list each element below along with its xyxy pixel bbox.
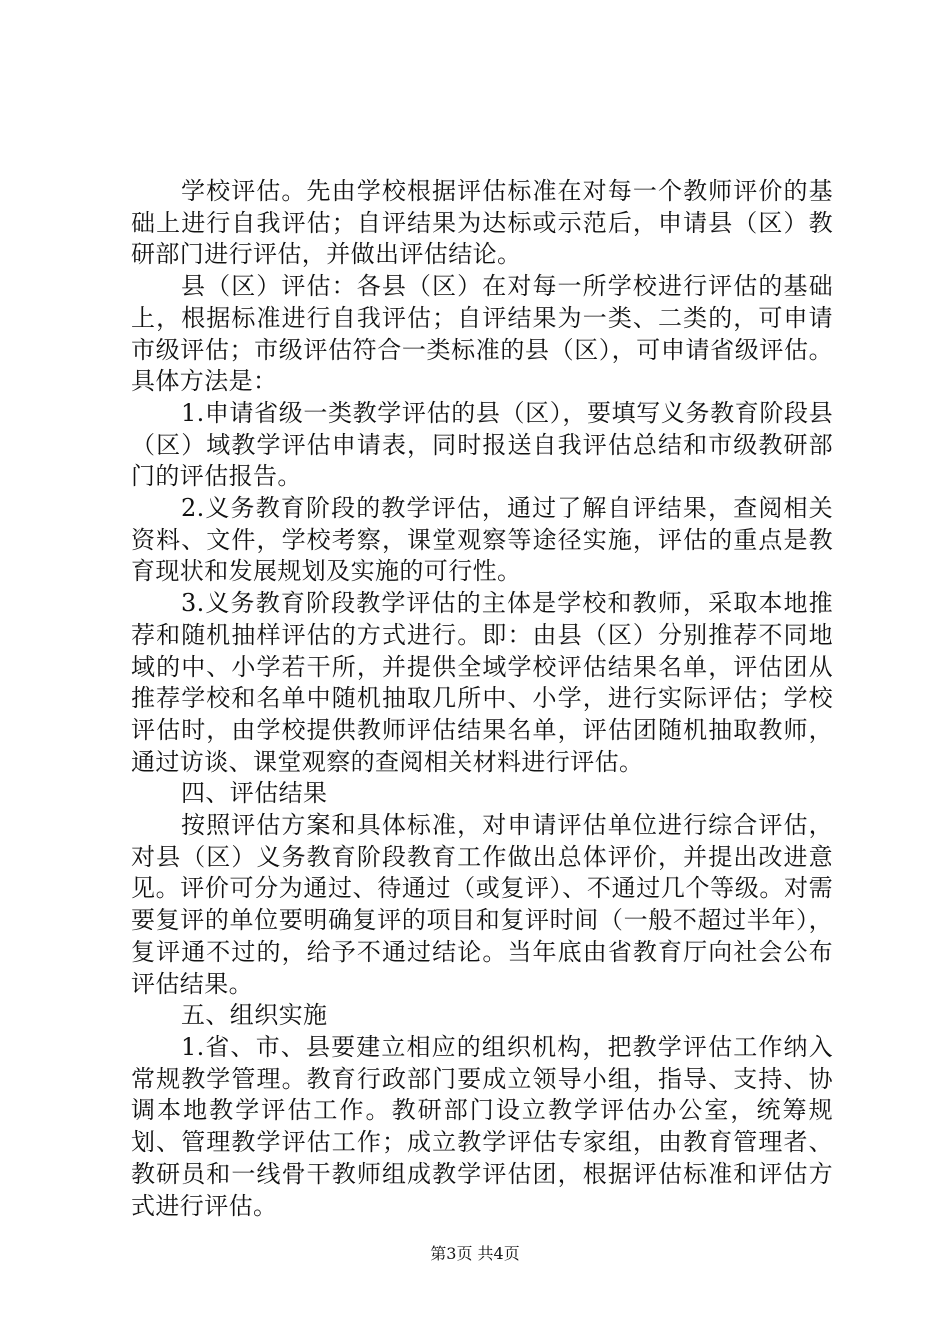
paragraph-method-2: 2.义务教育阶段的教学评估，通过了解自评结果，查阅相关资料、文件，学校考察，课堂观察等途径实施，评估的重点是教育现状和发展规划及实施的可行性。 (131, 494, 833, 586)
section-heading-results: 四、评估结果 (181, 779, 328, 808)
paragraph-implementation-1: 1.省、市、县要建立相应的组织机构，把教学评估工作纳入常规教学管理。教育行政部门要成立领导小组，指导、支持、协调本地教学评估工作。教研部门设立教学评估办公室，统筹规划、管理教学评估工作；成立教学评估专家组，由教育管理者、教研员和一线骨干教师组成教学评估团，根据评估标准和评估方式进行评估。 (131, 1032, 833, 1220)
paragraph-school-evaluation: 学校评估。先由学校根据评估标准在对每一个教师评价的基础上进行自我评估；自评结果为达标或示范后，申请县（区）教研部门进行评估，并做出评估结论。 (131, 177, 833, 269)
paragraph-results: 按照评估方案和具体标准，对申请评估单位进行综合评估，对县（区）义务教育阶段教育工作做出总体评价，并提出改进意见。评价可分为通过、待通过（或复评）、不通过几个等级。对需要复评的单位要明确复评的项目和复评时间（一般不超过半年），复评通不过的，给予不通过结论。当年底由省教育厅向社会公布评估结果。 (131, 811, 833, 998)
page-footer (0, 1244, 950, 1264)
paragraph-method-1: 1.申请省级一类教学评估的县（区），要填写义务教育阶段县（区）域教学评估申请表，同时报送自我评估总结和市级教研部门的评估报告。 (131, 398, 833, 491)
section-heading-implementation: 五、组织实施 (181, 1001, 328, 1030)
page-number-label: 第3页 共4页 (430, 1244, 520, 1263)
document-body (131, 176, 833, 1222)
paragraph-county-evaluation: 县（区）评估：各县（区）在对每一所学校进行评估的基础上，根据标准进行自我评估；自评结果为一类、二类的，可申请市级评估；市级评估符合一类标准的县（区），可申请省级评估。具体方法是： (131, 272, 833, 396)
paragraph-method-3: 3.义务教育阶段教学评估的主体是学校和教师，采取本地推荐和随机抽样评估的方式进行。即：由县（区）分别推荐不同地域的中、小学若干所，并提供全域学校评估结果名单，评估团从推荐学校和名单中随机抽取几所中、小学，进行实际评估；学校评估时，由学校提供教师评估结果名单，评估团随机抽取教师，通过访谈、课堂观察的查阅相关材料进行评估。 (131, 589, 833, 776)
